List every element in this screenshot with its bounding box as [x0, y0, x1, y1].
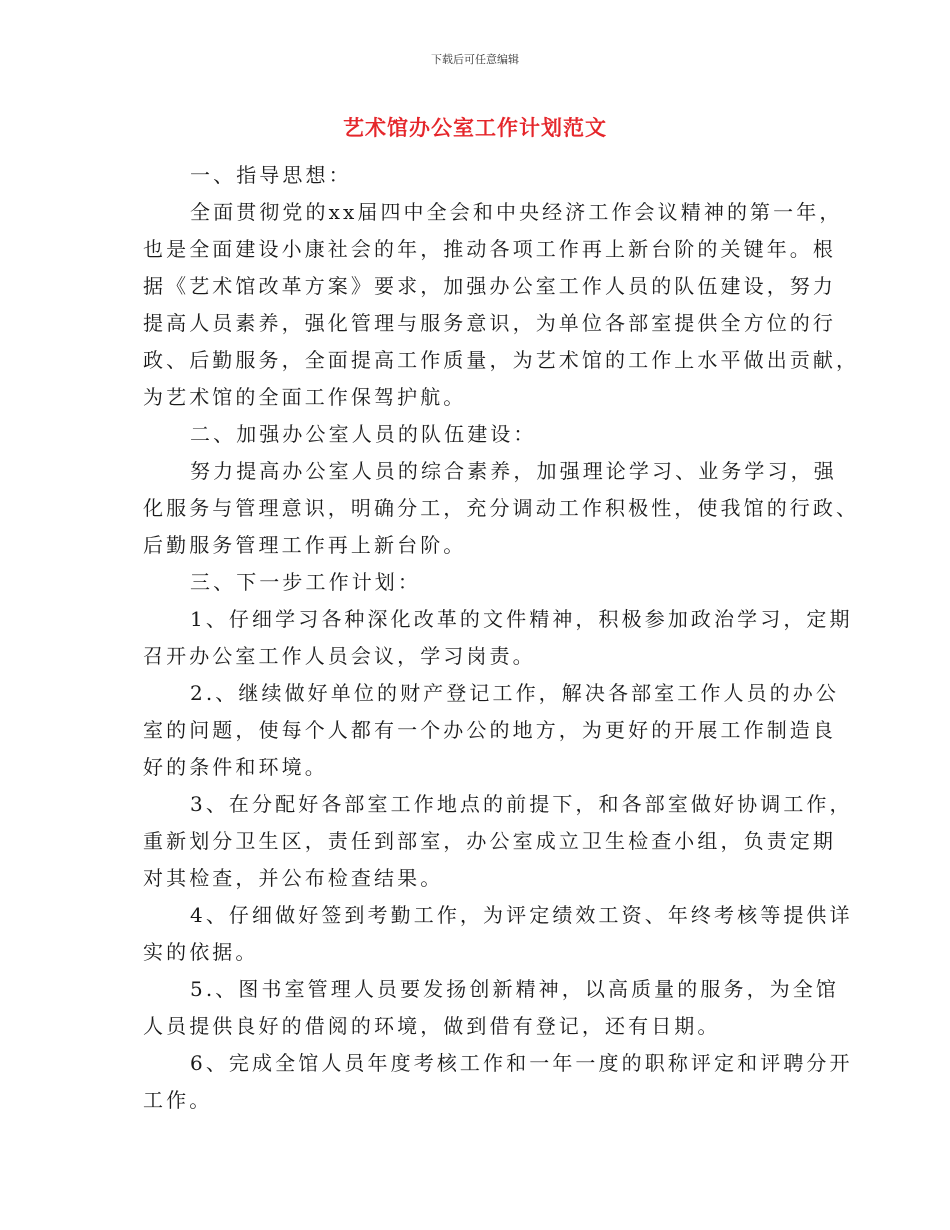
list-item-line: 召开办公室工作人员会议，学习岗责。: [143, 644, 536, 668]
list-item-line: 室的问题，使每个人都有一个办公的地方，为更好的开展工作制造良: [143, 718, 836, 742]
header-note: 下载后可任意编辑: [431, 53, 519, 66]
section-heading-next-plan: 三、下一步工作计划：: [190, 570, 421, 594]
list-item-line: 人员提供良好的借阅的环境，做到借有登记，还有日期。: [143, 1014, 721, 1038]
section-heading-team-building: 二、加强办公室人员的队伍建设：: [190, 422, 537, 446]
list-item-line: 2.、继续做好单位的财产登记工作，解决各部室工作人员的办公: [190, 681, 839, 705]
list-item-line: 工作。: [143, 1088, 213, 1112]
paragraph-line: 提高人员素养，强化管理与服务意识，为单位各部室提供全方位的行: [143, 311, 836, 335]
paragraph-line: 努力提高办公室人员的综合素养，加强理论学习、业务学习，强: [190, 459, 837, 483]
paragraph-line: 据《艺术馆改革方案》要求，加强办公室工作人员的队伍建设，努力: [143, 274, 836, 298]
list-item-line: 重新划分卫生区，责任到部室，办公室成立卫生检查小组，负责定期: [143, 829, 836, 853]
paragraph-line: 也是全面建设小康社会的年，推动各项工作再上新台阶的关键年。根: [143, 237, 836, 261]
list-item-line: 对其检查，并公布检查结果。: [143, 866, 444, 890]
list-item-line: 5.、图书室管理人员要发扬创新精神，以高质量的服务，为全馆: [190, 977, 839, 1001]
paragraph-line: 为艺术馆的全面工作保驾护航。: [143, 385, 467, 409]
paragraph-line: 化服务与管理意识，明确分工，充分调动工作积极性，使我馆的行政、: [143, 496, 860, 520]
section-heading-guiding-thought: 一、指导思想：: [190, 163, 352, 187]
list-item-line: 1、仔细学习各种深化改革的文件精神，积极参加政治学习，定期: [190, 607, 853, 631]
list-item-line: 好的条件和环境。: [143, 755, 328, 779]
list-item-line: 实的依据。: [143, 940, 259, 964]
paragraph-line: 政、后勤服务，全面提高工作质量，为艺术馆的工作上水平做出贡献，: [143, 348, 860, 372]
list-item-line: 6、完成全馆人员年度考核工作和一年一度的职称评定和评聘分开: [190, 1051, 853, 1075]
document-title: 艺术馆办公室工作计划范文: [343, 115, 607, 140]
paragraph-line: 全面贯彻党的xx届四中全会和中央经济工作会议精神的第一年，: [190, 200, 843, 224]
list-item-line: 4、仔细做好签到考勤工作，为评定绩效工资、年终考核等提供详: [190, 903, 853, 927]
paragraph-line: 后勤服务管理工作再上新台阶。: [143, 533, 467, 557]
list-item-line: 3、在分配好各部室工作地点的前提下，和各部室做好协调工作，: [190, 792, 853, 816]
